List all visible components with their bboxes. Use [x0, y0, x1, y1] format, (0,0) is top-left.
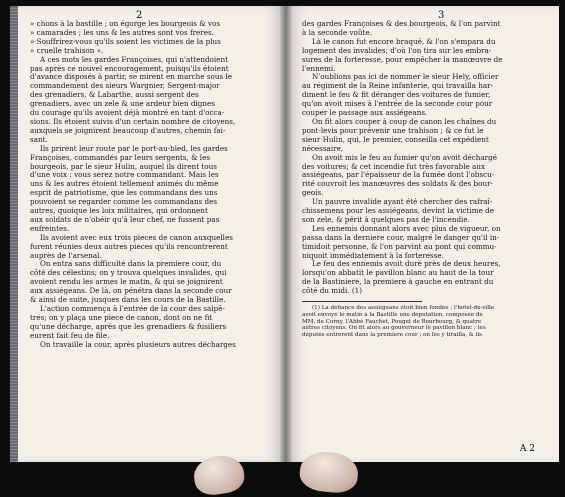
text-line: logement des invalides; d'où l'on tira sur les embra- — [302, 46, 492, 55]
text-line: d'une voix : vous serez notre commandant. Mais les — [30, 171, 219, 180]
left-page-text — [30, 20, 270, 350]
text-line: » camarades ; les uns & les autres sont vos freres. — [30, 28, 214, 37]
text-line: On entra sans difficulté dans la premiere cour, du — [40, 260, 222, 269]
text-line: niquoit immédiatement à la forteresse. — [302, 251, 444, 260]
text-line: N'oublions pas ici de nommer le sieur Hely, officier — [312, 73, 499, 82]
footnote-divider — [302, 301, 422, 302]
text-line: pas après ce nouvel encouragement, puisqu'ils étoient — [30, 64, 229, 73]
text-line: A ces mots les gardes Françoises, qui n'attendoient — [40, 55, 228, 64]
text-line: timidoit personne, & l'on parvint au pont qui commu- — [302, 242, 497, 251]
text-line: On travaille la cour, après plusieurs autres décharges — [40, 340, 236, 349]
text-line: aux assiégeans. De là, on pénétra dans la seconde cour — [30, 287, 232, 296]
text-line: chissemens pour les assiégeans, devint la victime de — [302, 207, 494, 216]
text-line: des voitures; & cet incendie fut très favorable aux — [302, 162, 485, 171]
text-line: couper le passage aux assiégeans. — [302, 109, 428, 118]
text-line: sieur Hulin, qui, le premier, conseilla cet expédient — [302, 135, 489, 144]
text-line: d'avance disposés à partir, se mirent en marche sous le — [30, 73, 233, 82]
text-line: Ils prirent leur route par le port-au-bled, les gardes — [40, 144, 228, 153]
book-edge-stripe — [10, 6, 18, 462]
text-line: » chons à la bastille ; on égorge les bourgeois & vos — [30, 20, 221, 28]
text-line: au régiment de la Reine infanterie, qui travailla har- — [302, 82, 494, 91]
text-line: avoient rendu les armes le matin, & qui se joignirent — [30, 278, 223, 287]
text-line: qu'on avoit mises à l'entrée de la seconde cour pour — [302, 100, 493, 109]
left-page — [18, 6, 286, 462]
text-line: diment le feu & fit déranger des voitures de fumier, — [302, 91, 491, 100]
text-line: auxquels se joignirent beaucoup d'autres, chemin fai- — [30, 126, 226, 135]
text-line: du courage qu'ils avoient déjà montré en tant d'occa- — [30, 109, 225, 118]
text-line: tres; on y plaça une piece de canon, dont on ne fit — [30, 313, 213, 322]
footnote-line: MM. de Corny, l'Abbé Fauchet, Pouget de Bourbourg, & quatre — [302, 318, 482, 325]
book-gutter — [280, 6, 292, 462]
text-line: aux soldats de n'obéir qu'à leur chef, ne fussent pas — [30, 215, 220, 224]
text-line: grenadiers, avec un zele & une ardeur bien dignes — [30, 100, 215, 109]
text-line: lorsqu'on abbatit le pavillon blanc au haut de la tour — [302, 269, 494, 278]
text-line: qu'une décharge, après que les grenadiers & fusiliers — [30, 322, 227, 331]
text-line: enfreintes. — [30, 224, 70, 233]
text-line: Ils avoient avec eux trois pieces de canon auxquelles — [40, 233, 233, 242]
right-page — [286, 6, 559, 462]
text-line: Le feu des ennemis avoit duré près de deux heures, — [312, 260, 501, 269]
text-line: à la seconde voûte. — [302, 28, 372, 37]
text-line: côté des célestins; on y trouva quelques invalides, qui — [30, 269, 227, 278]
text-line: Les ennemis donnant alors avec plus de vigueur, on — [312, 224, 501, 233]
text-line: autres, quoique les loix militaires, qui ordonnent — [30, 207, 208, 216]
right-page-number: 3 — [438, 10, 445, 21]
right-page-text — [302, 20, 548, 339]
footnote-line: autres citoyens. On fit alors au gouverneur le pavillon blanc ; les — [302, 325, 486, 332]
text-line: assiégeans, par l'épaisseur de la fumée dont l'obscu- — [302, 171, 495, 180]
text-line: Là le canon fut encore braqué, & l'on s'empara du — [312, 37, 496, 46]
text-line: l'ennemi. — [302, 64, 336, 73]
text-line: sures de la forteresse, pour empêcher la manœuvre de — [302, 55, 503, 64]
left-page-number: 2 — [136, 10, 143, 21]
signature-mark: A 2 — [519, 444, 535, 454]
text-line: uns & les autres étoient tellement animés du même — [30, 180, 219, 189]
text-line: de la Bastiniere, la premiere à gauche en entrant du — [302, 278, 494, 287]
footnote-line: avoit envoyé le matin à la Bastille une députation, composée de — [302, 311, 483, 318]
text-line: nécessaire. — [302, 144, 344, 153]
text-line: sant. — [30, 135, 48, 144]
text-line: des gardes Françoises & des bourgeois, & l'on parvint — [302, 20, 501, 28]
footnote-line: (1) La défiance des assiégeans étoit bien fondée ; l'hôtel-de-ville — [312, 305, 495, 312]
text-line: des grenadiers, & Labarthe, aussi sergent des — [30, 91, 199, 100]
text-line: L'action commença à l'entrée de la cour des salpê- — [40, 305, 225, 313]
text-line: son zele, & périt à quelques pas de l'incendie. — [302, 215, 470, 224]
text-line: On avoit mis le feu au fumier qu'on avoit déchargé — [312, 153, 497, 162]
text-line: eurent fait feu de file. — [30, 331, 110, 340]
text-line: côté du midi. (1) — [302, 287, 363, 296]
text-line: geois. — [302, 189, 324, 198]
text-line: On fit alors couper à coup de canon les chaînes du — [312, 117, 497, 126]
text-line: Un pauvre invalide ayant été chercher des rafraî- — [312, 198, 493, 207]
text-line: passa dans la derniere cour, malgré le danger qu'il in- — [302, 233, 500, 242]
text-line: bourgeois, par le sieur Hulin, auquel ils dirent tous — [30, 162, 217, 171]
text-line: auprès de l'arsenal. — [30, 251, 102, 260]
text-line: furent réunies deux autres pieces qu'ils rencontrerent — [30, 242, 228, 251]
open-book — [18, 6, 559, 462]
text-line: sions. Ils étoient suivis d'un certain nombre de citoyens, — [30, 117, 236, 126]
text-line: pont-levis pour prévenir une trahison ; & ce fut le — [302, 126, 484, 135]
footnote-line: députés entrerent dans la premiere cour ; on les y tirailla, & ils — [302, 332, 483, 339]
text-line: Françoises, commandés par leurs sergents, & les — [30, 153, 211, 162]
text-line: pouvoient se regarder comme les commandans des — [30, 198, 218, 207]
text-line: esprit de patriotisme, que les commandans des uns — [30, 189, 218, 198]
text-line: rité couvroit les manœuvres des soldats & des bour- — [302, 180, 493, 189]
text-line: & ainsi de suite, jusques dans les cours de la Bastille. — [30, 296, 226, 305]
text-line: commandement des sieurs Wargnier, Sergent-major — [30, 82, 220, 91]
text-line: » cruelle trahison ». — [30, 46, 104, 55]
text-line: » Souffrirez-vous qu'ils soient les victimes de la plus — [30, 37, 221, 46]
